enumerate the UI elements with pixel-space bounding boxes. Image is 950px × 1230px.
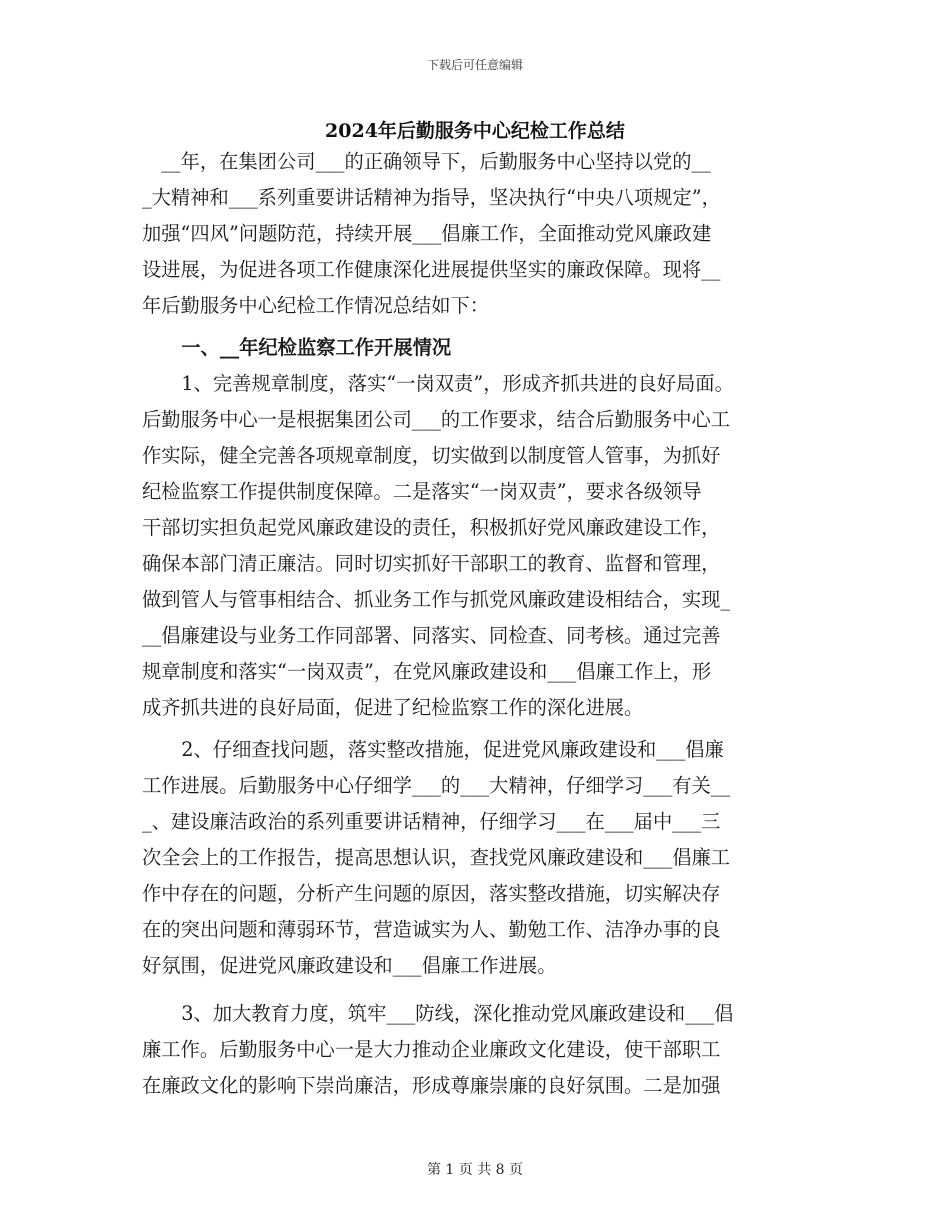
page-header-note: 下载后可任意编辑: [426, 58, 523, 72]
body-line: 在的突出问题和薄弱环节，营造诚实为人、勤勉工作、洁净办事的良: [142, 918, 721, 941]
body-line: 工作进展。后勤服务中心仔细学___的___大精神，仔细学习___有关__: [142, 774, 731, 797]
body-line: 廉工作。后勤服务中心一是大力推动企业廉政文化建设，使干部职工: [142, 1038, 721, 1061]
body-line: 好氛围，促进党风廉政建设和___倡廉工作进展。: [142, 954, 557, 977]
document-title: 2024年后勤服务中心纪检工作总结: [325, 120, 625, 142]
body-line: 设进展，为促进各项工作健康深化进展提供坚实的廉政保障。现将__: [142, 258, 721, 281]
body-line: __年，在集团公司___的正确领导下，后勤服务中心坚持以党的__: [142, 150, 711, 173]
body-line: 纪检监察工作提供制度保障。二是落实“一岗双责”，要求各级领导: [142, 480, 702, 503]
body-line: 成齐抓共进的良好局面，促进了纪检监察工作的深化进展。: [142, 696, 644, 719]
body-line: 年后勤服务中心纪检工作情况总结如下：: [142, 294, 490, 317]
body-line: 做到管人与管事相结合、抓业务工作与抓党风廉政建设相结合，实现_: [142, 588, 731, 611]
body-line: 干部切实担负起党风廉政建设的责任，积极抓好党风廉政建设工作，: [142, 516, 721, 539]
body-line: 后勤服务中心一是根据集团公司___的工作要求，结合后勤服务中心工: [142, 408, 731, 431]
section-heading: 一、__年纪检监察工作开展情况: [162, 336, 452, 359]
body-line: 作中存在的问题，分析产生问题的原因，落实整改措施，切实解决存: [142, 882, 721, 905]
body-line: _、建设廉洁政治的系列重要讲话精神，仔细学习___在___届中___三: [142, 810, 721, 833]
body-line: 1、完善规章制度，落实“一岗双责”，形成齐抓共进的良好局面。: [162, 372, 734, 395]
body-line: __倡廉建设与业务工作同部署、同落实、同检查、同考核。通过完善: [142, 624, 721, 647]
body-line: 确保本部门清正廉洁。同时切实抓好干部职工的教育、监督和管理，: [142, 552, 721, 575]
body-line: 次全会上的工作报告，提高思想认识，查找党风廉政建设和___倡廉工: [142, 846, 731, 869]
body-line: 加强“四风”问题防范，持续开展___倡廉工作，全面推动党风廉政建: [142, 222, 712, 245]
body-line: 规章制度和落实“一岗双责”，在党风廉政建设和___倡廉工作上，形: [142, 660, 712, 683]
body-line: 3、加大教育力度，筑牢___防线，深化推动党风廉政建设和___倡: [162, 1002, 734, 1025]
body-line: 在廉政文化的影响下崇尚廉洁，形成尊廉崇廉的良好氛围。二是加强: [142, 1074, 721, 1097]
body-line: 2、仔细查找问题，落实整改措施，促进党风廉政建设和___倡廉: [162, 738, 724, 761]
body-line: 作实际，健全完善各项规章制度，切实做到以制度管人管事，为抓好: [142, 444, 721, 467]
body-line: _大精神和___系列重要讲话精神为指导，坚决执行“中央八项规定”，: [142, 186, 721, 209]
page-number: 第 1 页 共 8 页: [426, 1162, 524, 1178]
